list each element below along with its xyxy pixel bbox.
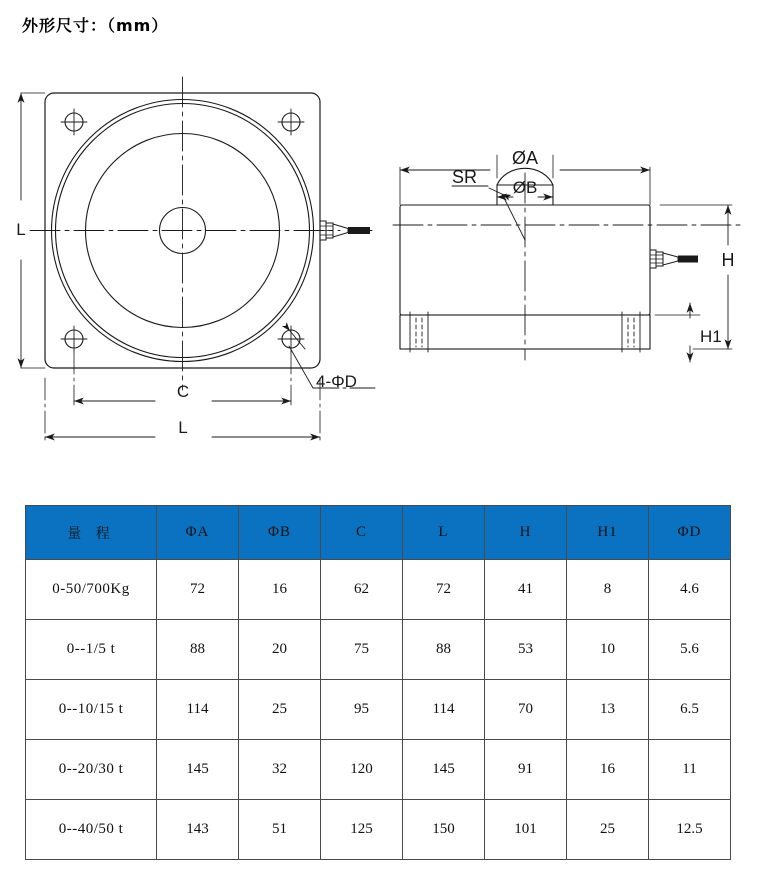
label-dome-diameter-B: ØB [512,178,538,197]
dimension-total-height [660,205,735,349]
label-bolt-circle-C: C [176,382,190,401]
front-view [16,77,375,441]
cell-range: 0-50/700Kg [26,560,157,620]
label-hole-callout: 4-ΦD [316,372,357,391]
label-outer-diameter-A: ØA [511,148,539,168]
column-header-phi-b: ΦB [239,506,321,560]
side-view [393,148,740,362]
column-header-phi-a: ΦA [157,506,239,560]
table-row [26,800,731,860]
cell-phi-a: 114 [157,680,239,740]
flange-holes-left [410,312,428,352]
bolt-hole-bottom-left [61,326,87,352]
cell-h: 101 [485,800,567,860]
cell-h1: 25 [567,800,649,860]
cell-c: 75 [321,620,403,680]
table-row [26,740,731,800]
cell-phi-d: 11 [649,740,731,800]
specifications-table [25,505,731,860]
cell-range: 0--20/30 t [26,740,157,800]
cell-phi-a: 143 [157,800,239,860]
cell-c: 62 [321,560,403,620]
cell-phi-b: 20 [239,620,321,680]
label-front-height-L: L [16,220,26,239]
cell-c: 125 [321,800,403,860]
cell-l: 88 [403,620,485,680]
cell-l: 114 [403,680,485,740]
cell-phi-d: 4.6 [649,560,731,620]
column-header-range: 量 程 [26,506,157,560]
cell-h: 53 [485,620,567,680]
column-header-c: C [321,506,403,560]
cable-gland-icon-side [650,250,698,268]
cell-phi-b: 16 [239,560,321,620]
dimension-dome-diameter [497,178,553,197]
cell-h: 41 [485,560,567,620]
table-row [26,680,731,740]
cell-c: 120 [321,740,403,800]
flange-holes-right [622,312,640,352]
cell-phi-d: 12.5 [649,800,731,860]
cell-h1: 13 [567,680,649,740]
bolt-hole-top-left [61,109,87,135]
column-header-h1: H1 [567,506,649,560]
label-total-height-H: H [721,250,735,270]
cell-l: 72 [403,560,485,620]
cell-phi-a: 145 [157,740,239,800]
table-row [26,560,731,620]
label-sphere-radius: SR [452,167,478,187]
cell-h: 91 [485,740,567,800]
cell-phi-a: 88 [157,620,239,680]
cell-range: 0--40/50 t [26,800,157,860]
cell-c: 95 [321,680,403,740]
cell-h: 70 [485,680,567,740]
cell-phi-d: 5.6 [649,620,731,680]
dimension-base-height [655,303,722,362]
cell-phi-b: 32 [239,740,321,800]
cell-phi-b: 51 [239,800,321,860]
bolt-hole-top-right [278,109,304,135]
cell-phi-a: 72 [157,560,239,620]
cable-gland-icon-front [320,221,372,240]
column-header-phi-d: ΦD [649,506,731,560]
column-header-l: L [403,506,485,560]
cell-phi-b: 25 [239,680,321,740]
cell-h1: 16 [567,740,649,800]
cell-h1: 10 [567,620,649,680]
technical-drawing [0,60,773,480]
cell-phi-d: 6.5 [649,680,731,740]
cell-range: 0--1/5 t [26,620,157,680]
bolt-hole-bottom-right [278,326,304,352]
cell-l: 150 [403,800,485,860]
cell-range: 0--10/15 t [26,680,157,740]
cell-l: 145 [403,740,485,800]
specifications-table-container [25,505,731,860]
table-header-row [26,506,731,560]
label-base-height-H1: H1 [700,327,722,346]
label-front-width-L: L [178,418,188,437]
page-title: 外形尺寸：（mm） [22,16,169,35]
cell-h1: 8 [567,560,649,620]
table-row [26,620,731,680]
column-header-h: H [485,506,567,560]
